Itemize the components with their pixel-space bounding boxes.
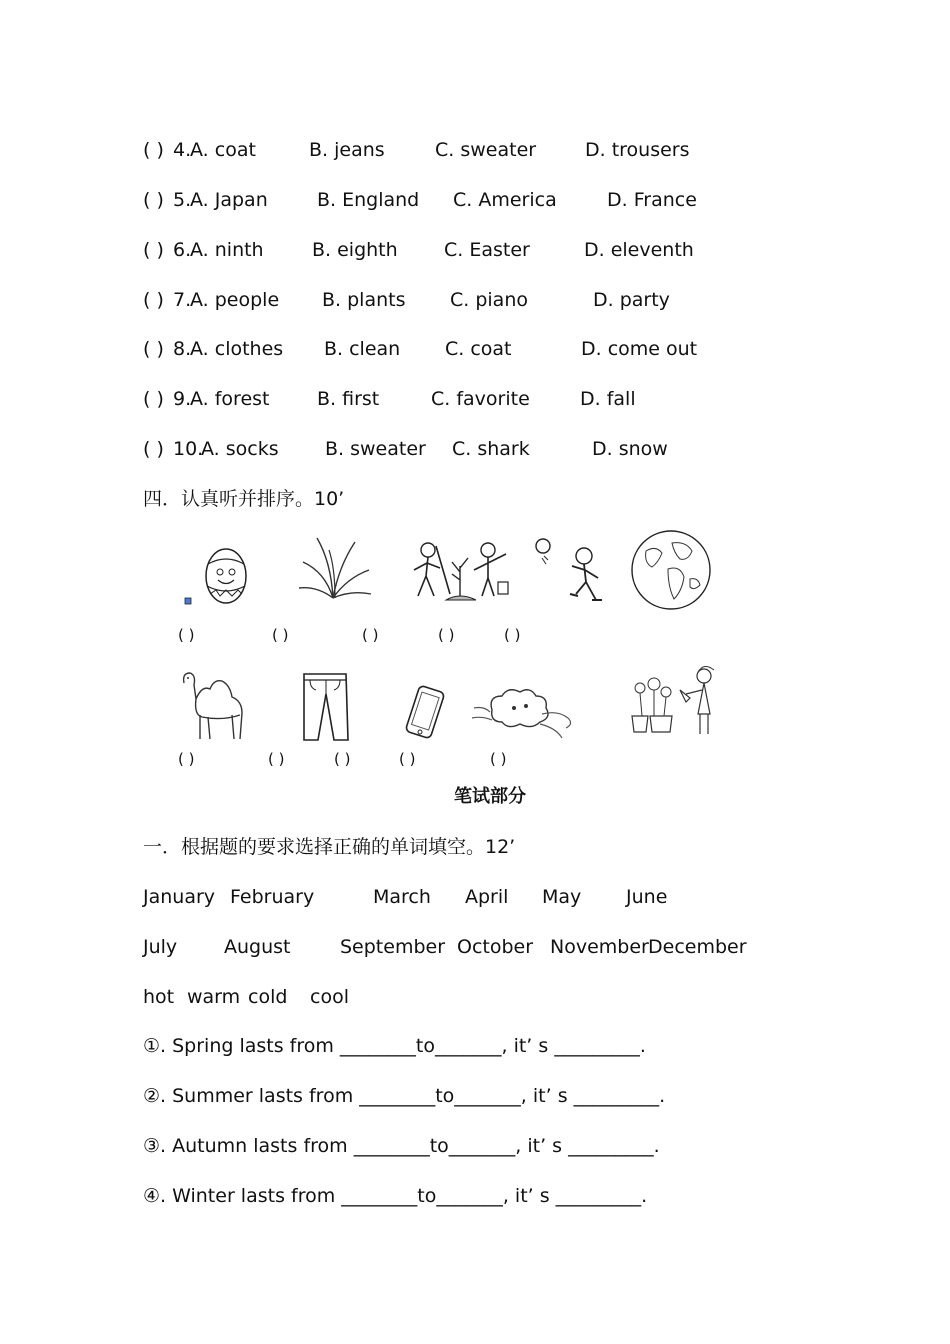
camel-icon <box>178 665 250 745</box>
word-november: November <box>550 936 649 958</box>
option-b: B. first <box>317 388 380 410</box>
globe-icon <box>628 529 714 611</box>
answer-paren[interactable]: ( ) <box>143 338 164 360</box>
question-number: 4. <box>173 139 192 161</box>
word-january: January <box>143 886 216 908</box>
section-1-title: 一．根据题的要求选择正确的单词填空。12’ <box>143 836 516 858</box>
sentence-winter[interactable]: ④. Winter lasts from ________to_______, it’ s _________. <box>143 1185 648 1207</box>
option-a: A. forest <box>190 388 270 410</box>
option-d: D. France <box>607 189 697 211</box>
option-b: B. eighth <box>312 239 398 261</box>
option-d: D. party <box>593 289 670 311</box>
order-paren-3[interactable]: ( ) <box>362 626 379 644</box>
answer-paren[interactable]: ( ) <box>143 388 164 410</box>
word-cool: cool <box>310 986 349 1008</box>
option-d: D. snow <box>592 438 668 460</box>
mobile-phone-icon <box>398 684 450 742</box>
order-paren-1[interactable]: ( ) <box>178 626 195 644</box>
option-b: B. sweater <box>325 438 426 460</box>
question-number: 7. <box>173 289 192 311</box>
word-cold: cold <box>248 986 288 1008</box>
option-c: C. Easter <box>444 239 530 261</box>
order-paren-8[interactable]: ( ) <box>334 750 351 768</box>
option-b: B. jeans <box>309 139 385 161</box>
question-number: 5. <box>173 189 192 211</box>
word-december: December <box>648 936 747 958</box>
option-c: C. favorite <box>431 388 530 410</box>
question-number: 9. <box>173 388 192 410</box>
word-july: July <box>143 936 178 958</box>
written-part-title: 笔试部分 <box>454 786 526 807</box>
trousers-icon <box>296 670 356 744</box>
section-4-title: 四．认真听并排序。10’ <box>143 488 345 510</box>
option-c: C. America <box>453 189 557 211</box>
order-paren-2[interactable]: ( ) <box>272 626 289 644</box>
answer-paren[interactable]: ( ) <box>143 438 164 460</box>
word-hot: hot <box>143 986 175 1008</box>
option-c: C. shark <box>452 438 530 460</box>
word-march: March <box>373 886 431 908</box>
option-a: A. ninth <box>190 239 264 261</box>
option-a: A. people <box>190 289 280 311</box>
word-warm: warm <box>187 986 241 1008</box>
question-number: 8. <box>173 338 192 360</box>
option-d: D. come out <box>581 338 698 360</box>
word-september: September <box>340 936 446 958</box>
boy-kicking-ball-icon <box>530 534 618 608</box>
answer-paren[interactable]: ( ) <box>143 289 164 311</box>
word-october: October <box>457 936 534 958</box>
order-paren-4[interactable]: ( ) <box>438 626 455 644</box>
question-number: 10. <box>173 438 204 460</box>
word-august: August <box>224 936 291 958</box>
order-paren-9[interactable]: ( ) <box>399 750 416 768</box>
wind-cloud-icon <box>470 684 582 744</box>
grass-plant-icon <box>295 532 373 604</box>
kids-planting-tree-icon <box>406 536 516 604</box>
girl-watering-flowers-icon <box>624 660 724 740</box>
word-june: June <box>626 886 668 908</box>
option-a: A. clothes <box>190 338 284 360</box>
sentence-autumn[interactable]: ③. Autumn lasts from ________to_______, it’ s _________. <box>143 1135 660 1157</box>
order-paren-6[interactable]: ( ) <box>178 750 195 768</box>
word-february: February <box>230 886 315 908</box>
answer-paren[interactable]: ( ) <box>143 139 164 161</box>
answer-paren[interactable]: ( ) <box>143 189 164 211</box>
option-a: A. coat <box>190 139 256 161</box>
option-a: A. socks <box>201 438 279 460</box>
option-b: B. clean <box>324 338 401 360</box>
option-b: B. plants <box>322 289 406 311</box>
question-number: 6. <box>173 239 192 261</box>
order-paren-10[interactable]: ( ) <box>490 750 507 768</box>
sentence-summer[interactable]: ②. Summer lasts from ________to_______, it’ s _________. <box>143 1085 666 1107</box>
sentence-spring[interactable]: ①. Spring lasts from ________to_______, it’ s _________. <box>143 1035 646 1057</box>
option-d: D. trousers <box>585 139 690 161</box>
option-c: C. sweater <box>435 139 537 161</box>
answer-paren[interactable]: ( ) <box>143 239 164 261</box>
option-d: D. eleventh <box>584 239 694 261</box>
option-c: C. coat <box>445 338 512 360</box>
option-c: C. piano <box>450 289 528 311</box>
order-paren-5[interactable]: ( ) <box>504 626 521 644</box>
easter-egg-icon <box>180 540 260 610</box>
word-may: May <box>542 886 582 908</box>
option-a: A. Japan <box>190 189 268 211</box>
order-paren-7[interactable]: ( ) <box>268 750 285 768</box>
word-april: April <box>465 886 509 908</box>
option-b: B. England <box>317 189 420 211</box>
option-d: D. fall <box>580 388 636 410</box>
